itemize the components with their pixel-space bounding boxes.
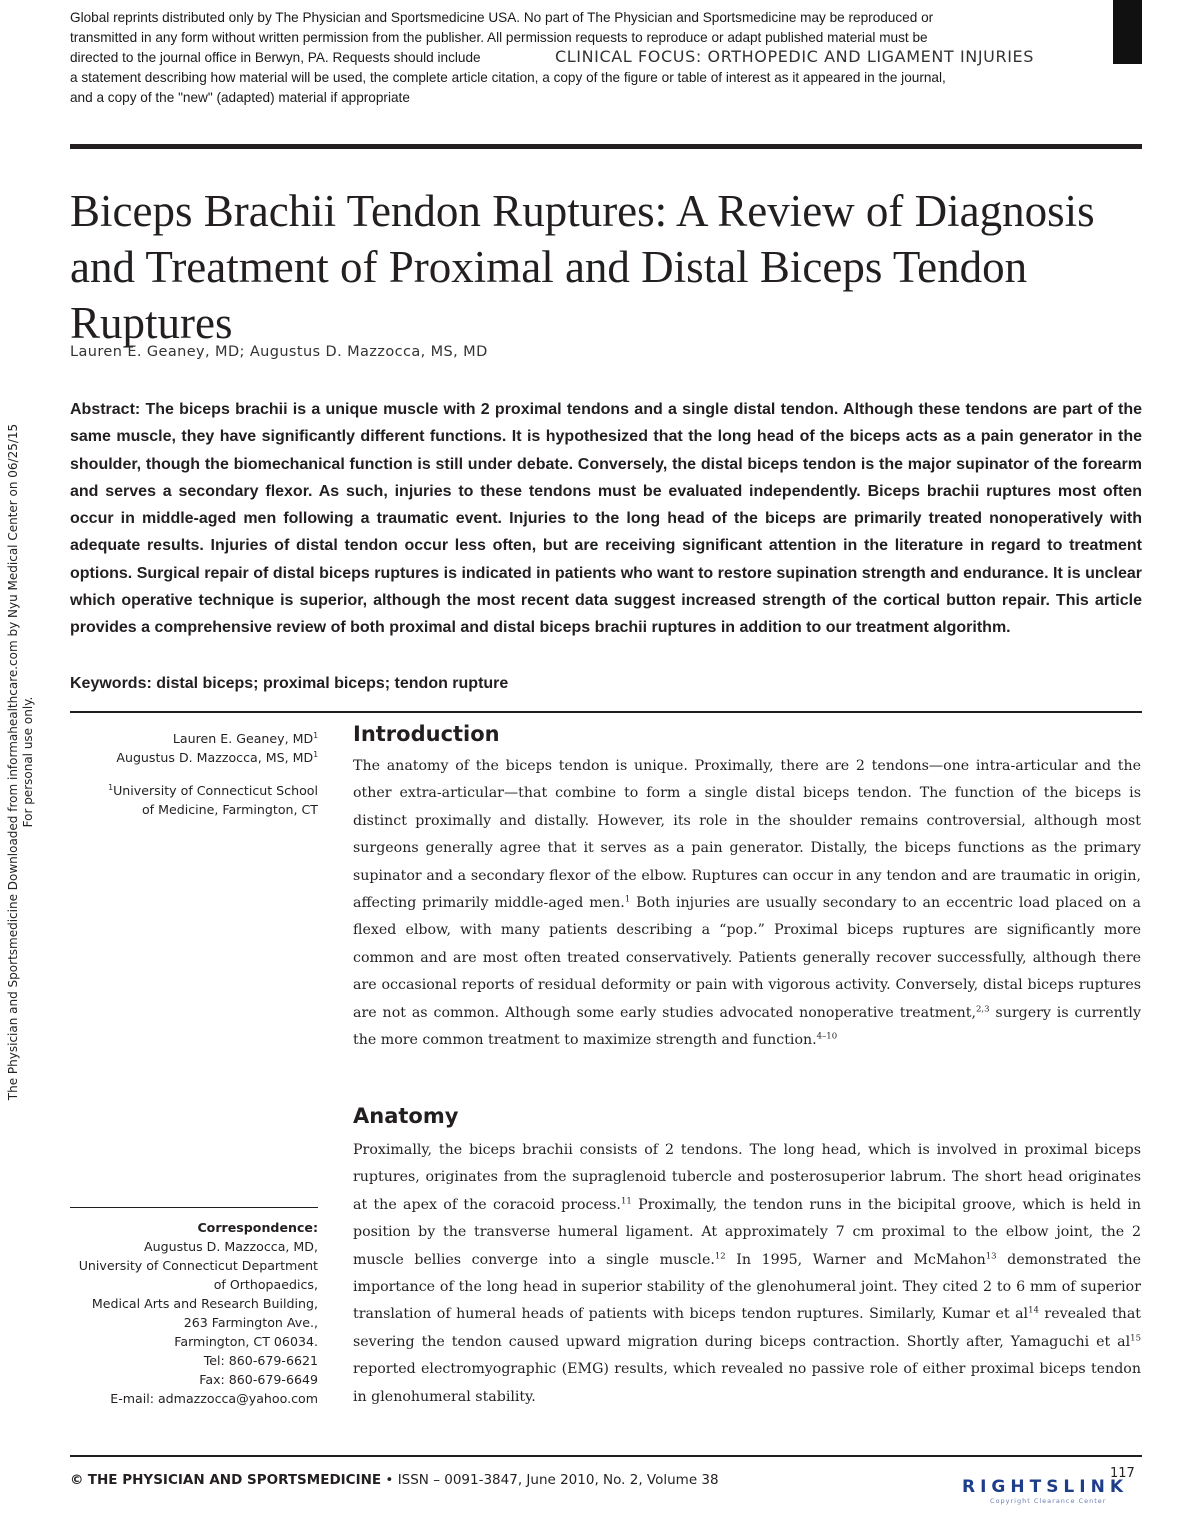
abstract-label: Abstract: bbox=[70, 401, 141, 418]
anatomy-text: Proximally, the tendon runs in the bicipital groove, which is held in position by the transverse humeral ligament. At approximately 7 cm proximal to the elbow joint, the 2 muscle bellies converge into a single muscle. bbox=[353, 1196, 1141, 1268]
anatomy-heading: Anatomy bbox=[353, 1104, 459, 1128]
copyright-symbol: © bbox=[70, 1472, 84, 1488]
reprint-notice-line: and a copy of the "new" (adapted) material if appropriate bbox=[70, 90, 410, 105]
abstract-divider bbox=[70, 711, 1142, 713]
section-tab-marker bbox=[1113, 0, 1142, 64]
correspondence-heading: Correspondence: bbox=[197, 1220, 318, 1235]
affil-marker: 1 bbox=[108, 782, 114, 792]
introduction-heading: Introduction bbox=[353, 722, 500, 746]
anatomy-text: demonstrated the importance of the long head in superior stability of the glenohumeral joint. They cited 2 to 6 mm of superior translation of humeral heads of patients with biceps tendon ruptures. Similarly, Kumar et al bbox=[353, 1251, 1141, 1323]
citation-ref[interactable]: 12 bbox=[714, 1250, 726, 1261]
correspondence-block bbox=[70, 1218, 318, 1408]
journal-name: THE PHYSICIAN AND SPORTSMEDICINE bbox=[87, 1472, 382, 1488]
correspondence-line: of Orthopaedics, bbox=[213, 1277, 318, 1292]
article-authors: Lauren E. Geaney, MD; Augustus D. Mazzocca, MS, MD bbox=[70, 344, 488, 360]
keywords-label: Keywords: bbox=[70, 675, 152, 692]
correspondence-divider bbox=[70, 1207, 318, 1208]
issn-info: ISSN – 0091-3847, June 2010, No. 2, Volume 38 bbox=[397, 1472, 719, 1488]
sidebar-author-2: Augustus D. Mazzocca, MS, MD bbox=[116, 750, 314, 765]
footer-citation bbox=[70, 1472, 719, 1488]
abstract-text: The biceps brachii is a unique muscle with 2 proximal tendons and a single distal tendon. Although these tendons are part of the same muscle, they have significantly different functions. It is hypothesized that the long head of the biceps acts as a pain generator in the shoulder, though the biomechanical function is still under debate. Conversely, the distal biceps tendon is the major supinator of the forearm and serves a secondary flexor. As such, injuries to these tendons must be evaluated independently. Biceps brachii ruptures most often occur in middle-aged men following a traumatic event. Injuries to the long head of the biceps are primarily treated nonoperatively with adequate results. Injuries of distal tendon occur less often, but are receiving significant attention in the literature in regard to treatment options. Surgical repair of distal biceps ruptures is indicated in patients who want to restore supination strength and endurance. It is unclear which operative technique is superior, although the most recent data suggest increased strength of the cortical button repair. This article provides a comprehensive review of both proximal and distal biceps brachii ruptures in addition to our treatment algorithm. bbox=[70, 401, 1143, 637]
institution bbox=[70, 781, 318, 819]
download-margin-note bbox=[6, 392, 36, 1132]
keywords bbox=[70, 672, 508, 696]
correspondence-line: Farmington, CT 06034. bbox=[174, 1334, 318, 1349]
citation-ref[interactable]: 1 bbox=[624, 894, 631, 905]
reprint-notice-line: Global reprints distributed only by The Physician and Sportsmedicine USA. No part of The Physician and Sportsmedicine may be reproduced or bbox=[70, 10, 934, 25]
citation-ref[interactable]: 4–10 bbox=[816, 1031, 838, 1042]
citation-ref[interactable]: 14 bbox=[1028, 1305, 1039, 1316]
intro-text: The anatomy of the biceps tendon is unique. Proximally, there are 2 tendons—one intra-articular and the other extra-articular—that combine to form a single distal biceps tendon. The function of the biceps is distinct proximally and distally. However, its role in the shoulder remains controversial, although most surgeons generally agree that it serves as a pain generator. Distally, the biceps functions as the primary supinator and a secondary flexor of the elbow. Ruptures can occur in any tendon and are traumatic in origin, affecting primarily middle-aged men. bbox=[353, 758, 1141, 912]
anatomy-paragraph bbox=[353, 1137, 1141, 1411]
correspondence-line: Augustus D. Mazzocca, MD, bbox=[144, 1239, 318, 1254]
article-title: Biceps Brachii Tendon Ruptures: A Review of Diagnosis and Treatment of Proximal and Distal Biceps Tendon Ruptures bbox=[70, 186, 1095, 348]
keywords-text: distal biceps; proximal biceps; tendon rupture bbox=[156, 675, 509, 692]
anatomy-text: In 1995, Warner and McMahon bbox=[725, 1251, 986, 1268]
abstract bbox=[70, 396, 1142, 642]
intro-text: Both injuries are usually secondary to an eccentric load placed on a flexed elbow, with many patients describing a “pop.” Proximal biceps ruptures are significantly more common and are most often treated conservatively. Patients generally recover successfully, although there are occasional reports of residual deformity or pain with vigorous activity. Conversely, distal biceps ruptures are not as common. Although some early studies advocated nonoperative treatment, bbox=[353, 895, 1141, 1021]
correspondence-line: Medical Arts and Research Building, bbox=[91, 1296, 318, 1311]
anatomy-text: revealed that severing the tendon caused upward migration during biceps contraction. Shortly after, Yamaguchi et al bbox=[353, 1306, 1141, 1350]
affil-marker: 1 bbox=[313, 749, 318, 759]
author-affiliations bbox=[70, 729, 318, 767]
reprint-notice-line: transmitted in any form without written permission from the publisher. All permission requests to reproduce or adapt published material must be bbox=[70, 30, 928, 45]
correspondence-email[interactable]: E-mail: admazzocca@yahoo.com bbox=[110, 1391, 318, 1406]
intro-text: surgery is currently the more common treatment to maximize strength and function. bbox=[353, 1004, 1141, 1049]
anatomy-text: Proximally, the biceps brachii consists of 2 tendons. The long head, which is involved in proximal biceps ruptures, originates from the supraglenoid tubercle and posterosuperior labrum. The short head originates at the apex of the coracoid process. bbox=[353, 1142, 1141, 1213]
margin-note-line: For personal use only. bbox=[21, 696, 35, 828]
footer-rule bbox=[70, 1455, 1142, 1457]
correspondence-line: Tel: 860-679-6621 bbox=[203, 1353, 318, 1368]
citation-ref[interactable]: 13 bbox=[985, 1250, 997, 1261]
introduction-paragraph bbox=[353, 753, 1141, 1054]
footer-bullet: • bbox=[385, 1472, 394, 1488]
rightslink-subtitle: Copyright Clearance Center bbox=[990, 1497, 1107, 1505]
page-number: 117 bbox=[1110, 1466, 1135, 1481]
citation-ref[interactable]: 15 bbox=[1130, 1333, 1141, 1344]
sidebar-author-1: Lauren E. Geaney, MD bbox=[172, 731, 314, 746]
margin-note-line: The Physician and Sportsmedicine Downloaded from informahealthcare.com by Nyu Medical Center on 06/25/15 bbox=[6, 423, 20, 1101]
institution-line: of Medicine, Farmington, CT bbox=[141, 802, 318, 817]
citation-ref[interactable]: 11 bbox=[620, 1196, 632, 1207]
citation-ref[interactable]: 2,3 bbox=[975, 1003, 990, 1014]
anatomy-text: reported electromyographic (EMG) results, which revealed no passive role of either proximal biceps tendon in glenohumeral stability. bbox=[353, 1361, 1141, 1405]
correspondence-line: University of Connecticut Department bbox=[78, 1258, 318, 1273]
institution-line: University of Connecticut School bbox=[113, 783, 318, 798]
section-label: CLINICAL FOCUS: ORTHOPEDIC AND LIGAMENT INJURIES bbox=[552, 47, 1037, 66]
correspondence-line: 263 Farmington Ave., bbox=[183, 1315, 318, 1330]
correspondence-line: Fax: 860-679-6649 bbox=[199, 1372, 318, 1387]
reprint-notice-line: directed to the journal office in Berwyn, PA. Requests should include bbox=[70, 50, 481, 65]
top-rule bbox=[70, 144, 1142, 149]
reprint-notice-line: a statement describing how material will be used, the complete article citation, a copy of the figure or table of interest as it appeared in the journal, bbox=[70, 70, 946, 85]
rightslink-logo[interactable]: RIGHTSLINK bbox=[962, 1477, 1128, 1497]
affil-marker: 1 bbox=[313, 730, 318, 740]
